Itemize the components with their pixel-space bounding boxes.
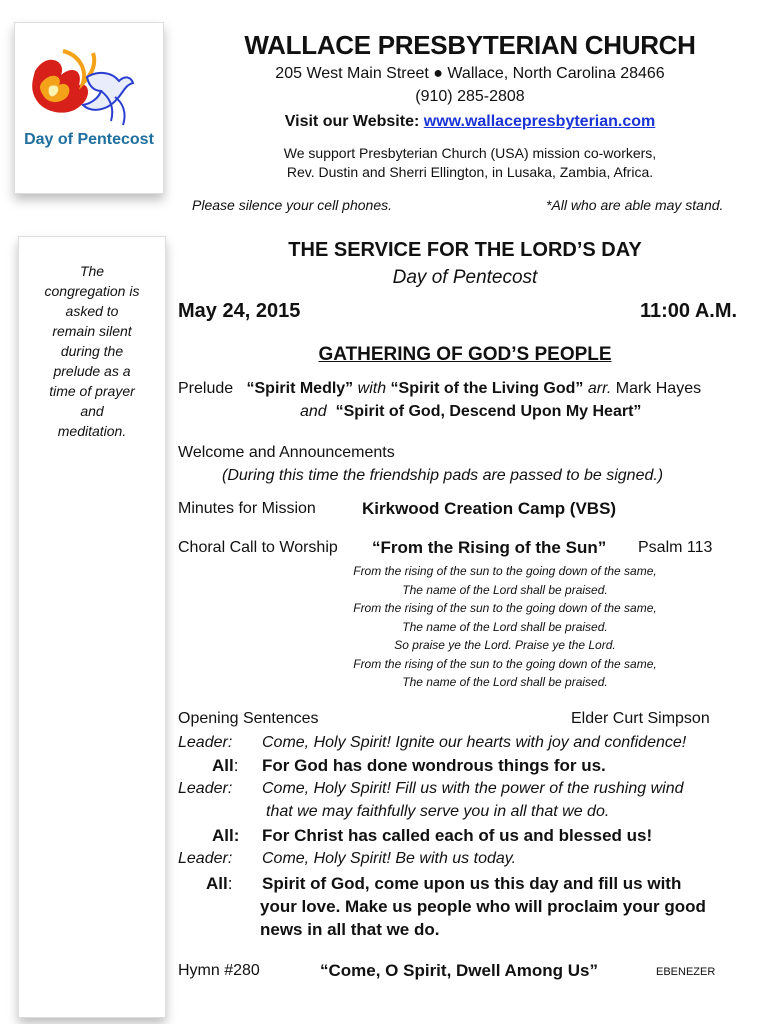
prelude-line-2: and “Spirit of God, Descend Upon My Heart” bbox=[300, 403, 642, 420]
lyric-line: From the rising of the sun to the going down of the same, bbox=[353, 656, 657, 671]
minutes-value: Kirkwood Creation Camp (VBS) bbox=[362, 499, 617, 518]
service-title: THE SERVICE FOR THE LORD’S DAY bbox=[288, 239, 642, 261]
church-address: 205 West Main Street ● Wallace, North Carolina 28466 bbox=[275, 65, 665, 82]
lyric-line: The name of the Lord shall be praised. bbox=[402, 619, 608, 634]
lyric-line: From the rising of the sun to the going down of the same, bbox=[353, 601, 657, 615]
choral-label: Choral Call to Worship bbox=[178, 539, 338, 556]
opening-label: Opening Sentences bbox=[178, 710, 319, 727]
leader-line-1: Come, Holy Spirit! Ignite our hearts with joy and confidence! bbox=[262, 734, 687, 751]
church-name: WALLACE PRESBYTERIAN CHURCH bbox=[244, 30, 696, 60]
lyric-line: From the rising of the sun to the going down of the same, bbox=[353, 564, 657, 578]
lyric-line: The name of the Lord shall be praised. bbox=[402, 675, 608, 689]
hymn-label: Hymn #280 bbox=[178, 962, 260, 979]
website-line bbox=[180, 113, 760, 131]
all-line-2: For Christ has called each of us and blessed us! bbox=[262, 826, 653, 845]
all-line-1: For God has done wondrous things for us. bbox=[262, 756, 606, 775]
support-line-2: Rev. Dustin and Sherri Ellington, in Lusaka, Zambia, Africa. bbox=[286, 164, 654, 180]
church-phone: (910) 285-2808 bbox=[415, 88, 525, 105]
service-time: 11:00 A.M. bbox=[640, 300, 738, 322]
logo-caption: Day of Pentecost bbox=[24, 131, 154, 148]
support-line-1: We support Presbyterian Church (USA) mission co-workers, bbox=[283, 145, 657, 161]
hymn-title: “Come, O Spirit, Dwell Among Us” bbox=[320, 961, 599, 980]
minutes-label: Minutes for Mission bbox=[178, 500, 316, 517]
prelude-note-card bbox=[18, 236, 166, 1018]
leader-line-3: Come, Holy Spirit! Be with us today. bbox=[262, 850, 517, 867]
all-tag: All: bbox=[212, 826, 240, 845]
leader-tag: Leader: bbox=[178, 734, 233, 751]
lyric-line: So praise ye the Lord. Praise ye the Lord. bbox=[394, 638, 616, 652]
all-line-3c: news in all that we do. bbox=[260, 920, 440, 939]
choral-lyrics bbox=[320, 562, 690, 692]
service-subtitle: Day of Pentecost bbox=[392, 267, 538, 288]
notice-stand: *All who are able may stand. bbox=[546, 197, 724, 213]
pentecost-logo-card bbox=[14, 22, 164, 194]
choral-title: “From the Rising of the Sun” bbox=[372, 538, 607, 557]
flame-dove-icon bbox=[27, 41, 139, 133]
all-line-3a: Spirit of God, come upon us this day and fill us with bbox=[262, 874, 682, 893]
prelude-line-1: Prelude “Spirit Medly” with “Spirit of the Living God” arr. Mark Hayes bbox=[178, 380, 702, 397]
hymn-tune: EBENEZER bbox=[656, 966, 716, 978]
leader-line-2a: Come, Holy Spirit! Fill us with the power of the rushing wind bbox=[262, 780, 684, 797]
welcome-note: (During this time the friendship pads are passed to be signed.) bbox=[222, 467, 664, 484]
lyric-line: The name of the Lord shall be praised. bbox=[402, 582, 608, 597]
all-tag: All: bbox=[206, 874, 233, 893]
opening-leader-name: Elder Curt Simpson bbox=[571, 710, 710, 727]
choral-ref: Psalm 113 bbox=[638, 539, 713, 556]
all-tag: All: bbox=[212, 756, 239, 775]
leader-tag: Leader: bbox=[178, 780, 233, 797]
all-line-3b: your love. Make us people who will proclaim your good bbox=[260, 897, 706, 916]
service-date: May 24, 2015 bbox=[178, 300, 301, 322]
welcome-label: Welcome and Announcements bbox=[178, 444, 395, 461]
prelude-note: The congregation is asked to remain silent during the prelude as a time of prayer and meditation. bbox=[44, 263, 140, 439]
website-link[interactable]: www.wallacepresbyterian.com bbox=[423, 113, 656, 130]
notice-phones: Please silence your cell phones. bbox=[192, 197, 393, 213]
leader-line-2b: that we may faithfully serve you in all that we do. bbox=[266, 803, 610, 820]
section-heading: GATHERING OF GOD’S PEOPLE bbox=[318, 344, 612, 365]
leader-tag: Leader: bbox=[178, 850, 233, 867]
website-label: Visit our Website: bbox=[284, 113, 420, 130]
